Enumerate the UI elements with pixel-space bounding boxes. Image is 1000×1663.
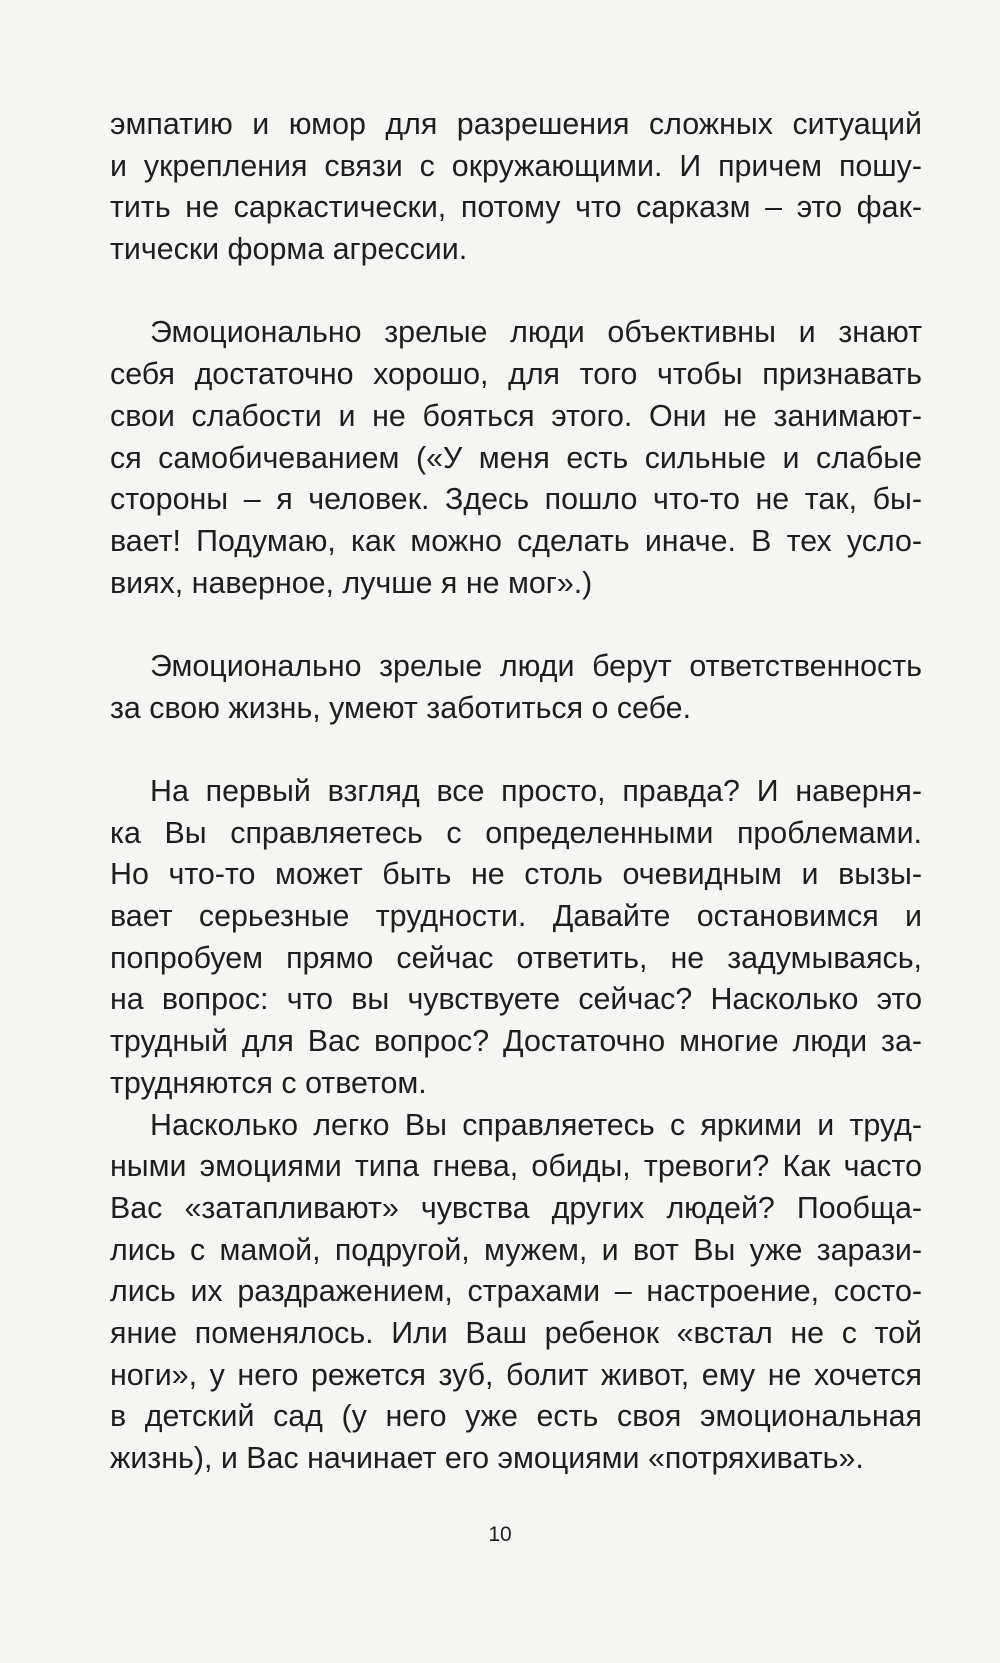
text-line: свои слабости и не бояться этого. Они не занимают- xyxy=(110,398,922,433)
text-line: тить не саркастически, потому что сарказм – это фак- xyxy=(110,190,922,225)
text-line: лись их раздражением, страхами – настроение, состо- xyxy=(110,1274,922,1309)
text-line: лись с мамой, подругой, мужем, и вот Вы уже зарази- xyxy=(110,1232,922,1267)
text-line: жизнь), и Вас начинает его эмоциями «потряхивать». xyxy=(110,1441,864,1475)
text-line: стороны – я человек. Здесь пошло что-то не так, бы- xyxy=(110,482,922,517)
text-line: трудняются с ответом. xyxy=(110,1065,427,1100)
text-line: Эмоционально зрелые люди берут ответственность xyxy=(150,648,922,683)
text-line: за свою жизнь, умеют заботиться о себе. xyxy=(110,690,692,725)
text-line: тически форма агрессии. xyxy=(110,232,468,267)
text-line: вает! Подумаю, как можно сделать иначе. В тех усло- xyxy=(110,523,922,558)
text-line: Вас «затапливают» чувства других людей? Пообща- xyxy=(110,1190,922,1225)
text-line: ноги», у него режется зуб, болит живот, ему не хочется xyxy=(110,1357,922,1392)
text-line: ными эмоциями типа гнева, обиды, тревоги? Как часто xyxy=(110,1149,922,1184)
paragraph-gap xyxy=(110,604,922,646)
text-line: на вопрос: что вы чувствуете сейчас? Насколько это xyxy=(110,982,922,1017)
page-number: 10 xyxy=(488,1523,512,1546)
text-line: попробуем прямо сейчас ответить, не задумываясь, xyxy=(110,940,922,975)
text-line: трудный для Вас вопрос? Достаточно многие люди за- xyxy=(110,1024,922,1059)
text-line: виях, наверное, лучше я не мог».) xyxy=(110,565,593,600)
text-line: в детский сад (у него уже есть своя эмоциональная xyxy=(110,1399,922,1434)
text-line: ся самобичеванием («У меня есть сильные и слабые xyxy=(110,440,922,475)
text-line: Но что-то может быть не столь очевидным и вызы- xyxy=(110,857,922,892)
text-line: яние поменялось. Или Ваш ребенок «встал не с той xyxy=(110,1315,922,1350)
text-line: ка Вы справляетесь с определенными проблемами. xyxy=(110,815,922,850)
text-line: На первый взгляд все просто, правда? И наверня- xyxy=(150,774,922,808)
text-line: вает серьезные трудности. Давайте остановимся и xyxy=(110,899,922,934)
paragraph-gap xyxy=(110,729,922,771)
text-line: Насколько легко Вы справляетесь с яркими и труд- xyxy=(150,1107,922,1142)
paragraph-gap xyxy=(110,271,922,313)
text-line: и укрепления связи с окружающими. И причем пошу- xyxy=(110,148,922,183)
text-line: Эмоционально зрелые люди объективны и знают xyxy=(150,315,922,350)
text-line: себя достаточно хорошо, для того чтобы признавать xyxy=(110,357,922,392)
text-line: эмпатию и юмор для разрешения сложных ситуаций xyxy=(110,107,922,141)
body-text xyxy=(110,104,922,1480)
